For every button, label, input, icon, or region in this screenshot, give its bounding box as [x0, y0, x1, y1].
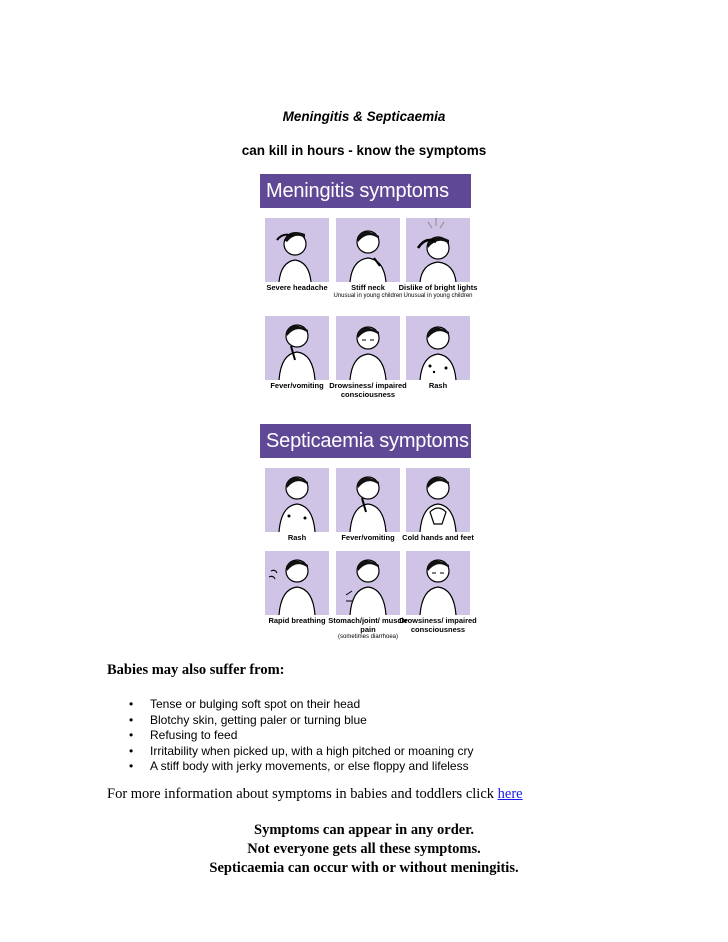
symptom-label: Rash: [287, 533, 307, 542]
list-item-text: Irritability when picked up, with a high pitched or moaning cry: [150, 743, 474, 758]
meningitis-symptoms-panel: [260, 174, 478, 408]
symptom-note: Unusual in young children: [333, 292, 403, 299]
list-item-text: Blotchy skin, getting paler or turning blue: [150, 712, 367, 727]
stiff-neck-illustration: [336, 218, 400, 282]
closing-line: Symptoms can appear in any order.: [254, 822, 474, 838]
drowsiness-illustration: [336, 316, 400, 380]
bright-lights-illustration: [406, 218, 470, 282]
closing-line: Septicaemia can occur with or without meningitis.: [209, 860, 519, 876]
symptom-label: Fever/vomiting: [341, 533, 395, 542]
cold-hands-feet-illustration: [406, 468, 470, 532]
list-item-text: A stiff body with jerky movements, or else floppy and lifeless: [150, 759, 469, 773]
symptom-card: [329, 316, 407, 399]
list-item-text: Refusing to feed: [150, 728, 238, 742]
symptom-label: Drowsiness/ impaired consciousness: [399, 616, 477, 634]
symptom-label: Severe headache: [266, 283, 328, 292]
symptom-label: Drowsiness/ impaired consciousness: [329, 381, 407, 399]
rash-illustration: [265, 468, 329, 532]
symptom-card: [333, 218, 403, 300]
symptom-card: [402, 468, 474, 543]
list-item-text: Tense or bulging soft spot on their head: [150, 697, 361, 711]
fever-vomiting-illustration: [336, 468, 400, 532]
more-info-paragraph: [107, 786, 523, 803]
bullet-icon: •: [129, 759, 134, 773]
septicaemia-symptom-grid: [260, 458, 477, 643]
symptom-card: [406, 316, 470, 391]
symptom-label: Rapid breathing: [268, 616, 326, 625]
symptom-note: Unusual in young children: [403, 292, 473, 299]
closing-line: Not everyone gets all these symptoms.: [247, 841, 481, 857]
document-title: Meningitis & Septicaemia: [282, 109, 446, 124]
symptom-label: Dislike of bright lights: [398, 283, 478, 292]
list-item: [112, 759, 474, 775]
symptom-card: [265, 316, 329, 391]
septicaemia-symptoms-panel: [260, 424, 477, 643]
babies-symptom-list: [112, 697, 474, 775]
list-item: [112, 697, 474, 713]
septicaemia-panel-title: Septicaemia symptoms: [260, 424, 471, 458]
symptom-card: [399, 551, 477, 634]
symptom-card: [328, 551, 408, 641]
symptom-note: (sometimes diarrhoea): [337, 634, 399, 640]
symptom-card: [336, 468, 400, 543]
bullet-icon: •: [129, 697, 134, 711]
rash-illustration: [406, 316, 470, 380]
bullet-icon: •: [129, 712, 134, 727]
symptom-label: Stiff neck: [351, 283, 385, 292]
symptom-card: [265, 468, 329, 543]
symptom-label: Fever/vomiting: [270, 381, 324, 390]
list-item: [112, 728, 474, 744]
meningitis-symptom-grid: [260, 208, 478, 408]
drowsiness-illustration: [406, 551, 470, 615]
more-info-text: For more information about symptoms in babies and toddlers click: [107, 786, 498, 802]
severe-headache-illustration: [265, 218, 329, 282]
stomach-joint-pain-illustration: [336, 551, 400, 615]
bullet-icon: •: [129, 743, 134, 758]
closing-notes: [0, 821, 728, 878]
fever-vomiting-illustration: [265, 316, 329, 380]
document-subtitle: can kill in hours - know the symptoms: [241, 143, 487, 158]
babies-heading: Babies may also suffer from:: [107, 662, 285, 678]
symptom-label: Cold hands and feet: [402, 533, 474, 542]
list-item: [112, 744, 474, 760]
symptom-label: Rash: [428, 381, 448, 390]
list-item: [112, 713, 474, 729]
symptom-label: Stomach/joint/ muscle pain: [328, 616, 408, 634]
symptom-card: [265, 218, 329, 293]
meningitis-panel-title: Meningitis symptoms: [260, 174, 471, 208]
rapid-breathing-illustration: [265, 551, 329, 615]
symptom-card: [398, 218, 478, 300]
more-info-link[interactable]: here: [497, 786, 523, 802]
symptom-card: [265, 551, 329, 626]
bullet-icon: •: [129, 728, 134, 742]
